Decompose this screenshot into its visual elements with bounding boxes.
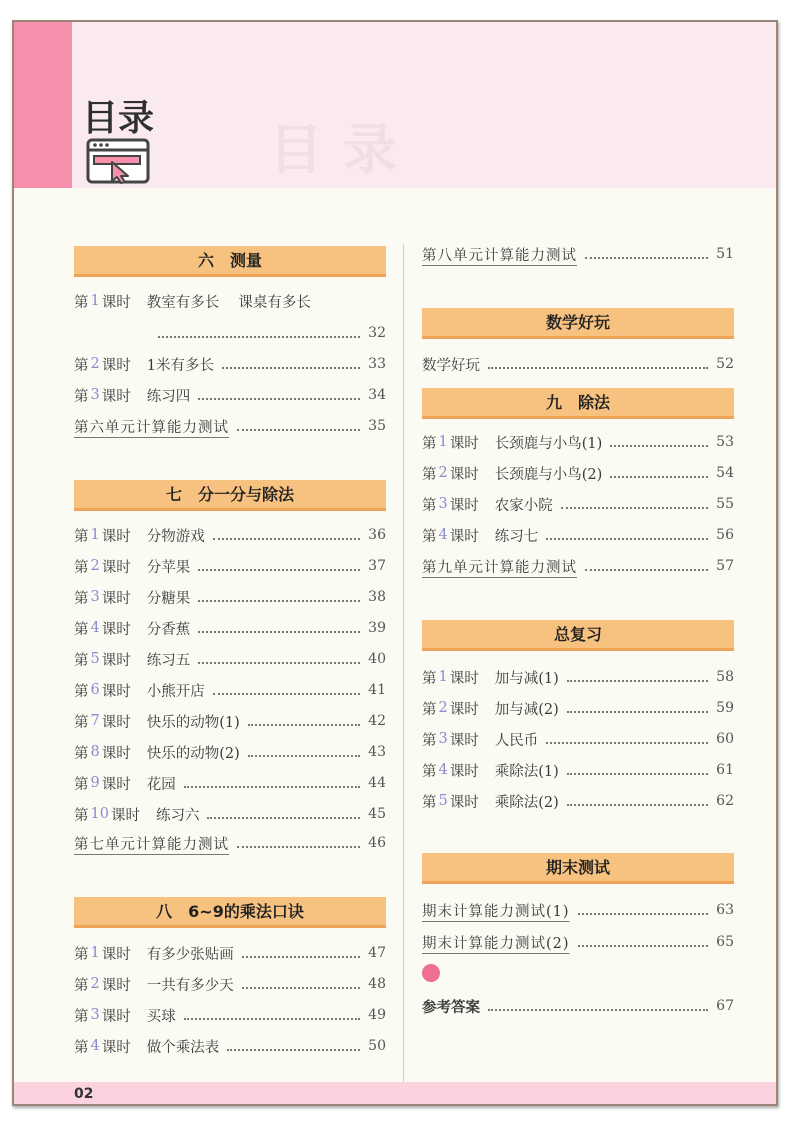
dot-leader [242,987,360,989]
lesson-number: 5 [90,651,100,667]
dot-leader [184,1018,360,1020]
unit-test-row[interactable] [422,931,734,953]
lesson-row[interactable] [74,648,386,670]
lesson-suffix: 课时 [101,776,131,793]
lesson-row[interactable] [74,803,386,825]
page-number: 41 [368,682,386,698]
lesson-row-continuation[interactable] [158,322,386,344]
lesson-prefix: 第 [74,776,89,793]
page-number: 38 [368,589,386,605]
unit-test-label: 第六单元计算能力测试 [74,419,229,436]
dot-leader [585,569,708,571]
lesson-topic: 分苹果 [146,559,191,576]
dot-leader [488,367,708,369]
lesson-prefix: 第 [74,683,89,700]
lesson-number: 6 [90,682,100,698]
dot-leader [184,786,360,788]
lesson-suffix: 课时 [101,1008,131,1025]
section-unit8: 八 6~9的乘法口诀 [74,897,386,928]
lesson-prefix: 第 [422,670,437,687]
lesson-row[interactable] [422,666,734,688]
lesson-topic: 教室有多长 课桌有多长 [146,294,311,311]
lesson-number: 5 [438,793,448,809]
lesson-number: 1 [90,293,100,309]
lesson-suffix: 课时 [101,559,131,576]
lesson-number: 9 [90,775,100,791]
page-number-footer: 02 [74,1086,94,1102]
lesson-topic: 分糖果 [146,590,191,607]
page-title: 目录 [82,98,155,139]
page-number: 45 [368,806,386,822]
lesson-row[interactable] [74,384,386,406]
lesson-suffix: 课时 [101,388,131,405]
lesson-topic: 分物游戏 [146,528,205,545]
lesson-suffix: 课时 [101,294,131,311]
lesson-suffix: 课时 [101,590,131,607]
page-number: 58 [716,669,734,685]
lesson-prefix: 第 [74,621,89,638]
lesson-prefix: 第 [422,466,437,483]
lesson-row[interactable] [74,710,386,732]
header-pink-block [14,22,72,188]
lesson-number: 2 [90,976,100,992]
section-unit6: 六 测量 [74,246,386,277]
lesson-number: 2 [90,558,100,574]
page-number: 53 [716,434,734,450]
browser-cursor-icon [86,138,150,184]
lesson-prefix: 第 [74,1039,89,1056]
toc-page [12,20,778,1106]
lesson-topic: 加与减(1) [494,670,559,687]
dot-leader [198,569,360,571]
lesson-row[interactable] [74,679,386,701]
lesson-number: 1 [90,527,100,543]
page-number: 36 [368,527,386,543]
lesson-suffix: 课时 [101,357,131,374]
header-band [14,22,776,188]
pink-dot-icon [422,964,440,982]
dot-leader [248,724,360,726]
lesson-row[interactable] [74,290,386,312]
dot-leader [198,398,360,400]
lesson-suffix: 课时 [449,763,479,780]
lesson-row[interactable] [74,524,386,546]
dot-leader [198,631,360,633]
lesson-topic: 做个乘法表 [146,1039,220,1056]
page-number: 52 [716,356,734,372]
page-number: 60 [716,731,734,747]
page-number: 34 [368,387,386,403]
dot-leader [237,429,360,431]
lesson-number: 2 [438,700,448,716]
lesson-prefix: 第 [74,559,89,576]
lesson-row[interactable] [422,728,734,750]
lesson-row[interactable] [422,790,734,812]
lesson-topic: 数学好玩 [422,357,480,374]
page-number: 46 [368,835,386,851]
lesson-topic: 买球 [146,1008,176,1025]
lesson-prefix: 第 [422,701,437,718]
lesson-row[interactable] [422,697,734,719]
lesson-prefix: 第 [74,528,89,545]
dot-leader [227,1049,360,1051]
page-number: 39 [368,620,386,636]
dot-leader [567,804,708,806]
page-number: 33 [368,356,386,372]
lesson-topic: 乘除法(2) [494,794,559,811]
lesson-prefix: 第 [74,946,89,963]
lesson-topic: 花园 [146,776,176,793]
unit-test-row[interactable] [422,243,734,265]
lesson-prefix: 第 [422,794,437,811]
answers-label: 参考答案 [422,999,480,1016]
dot-leader [213,538,360,540]
dot-leader [546,742,708,744]
lesson-topic: 小熊开店 [146,683,205,700]
lesson-number: 4 [90,1038,100,1054]
lesson-topic: 农家小院 [494,497,553,514]
lesson-topic: 一共有多少天 [146,977,234,994]
lesson-number: 2 [90,356,100,372]
lesson-number: 2 [438,465,448,481]
lesson-prefix: 第 [422,435,437,452]
lesson-prefix: 第 [74,590,89,607]
lesson-row[interactable] [74,942,386,964]
lesson-number: 1 [438,434,448,450]
column-divider [403,244,404,1089]
lesson-prefix: 第 [422,732,437,749]
page-number: 37 [368,558,386,574]
lesson-prefix: 第 [74,388,89,405]
page-number: 44 [368,775,386,791]
lesson-suffix: 课时 [101,745,131,762]
lesson-suffix: 课时 [449,435,479,452]
lesson-suffix: 课时 [449,732,479,749]
lesson-suffix: 课时 [449,794,479,811]
unit-test-label: 期末计算能力测试(1) [422,903,570,920]
lesson-row[interactable] [422,759,734,781]
lesson-suffix: 课时 [110,807,140,824]
dot-leader [158,336,360,338]
lesson-number: 4 [438,527,448,543]
lesson-number: 3 [90,387,100,403]
lesson-topic: 加与减(2) [494,701,559,718]
lesson-row[interactable] [422,431,734,453]
lesson-suffix: 课时 [449,466,479,483]
lesson-number: 4 [90,620,100,636]
page-number: 42 [368,713,386,729]
lesson-number: 3 [438,496,448,512]
page-number: 61 [716,762,734,778]
unit-test-label: 第八单元计算能力测试 [422,247,577,264]
header-ghost-text: 目录 [269,118,417,181]
page-number: 49 [368,1007,386,1023]
page-number: 67 [716,998,734,1014]
section-final: 期末测试 [422,853,734,884]
lesson-row[interactable] [422,462,734,484]
lesson-row[interactable] [422,353,734,375]
lesson-row[interactable] [74,617,386,639]
page-number: 43 [368,744,386,760]
lesson-number: 8 [90,744,100,760]
page-number: 55 [716,496,734,512]
unit-test-row[interactable] [74,415,386,437]
page-number: 32 [368,325,386,341]
page-number: 40 [368,651,386,667]
lesson-prefix: 第 [74,977,89,994]
lesson-prefix: 第 [422,528,437,545]
lesson-row[interactable] [74,741,386,763]
lesson-suffix: 课时 [449,670,479,687]
unit-test-row[interactable] [422,899,734,921]
section-review: 总复习 [422,620,734,651]
lesson-number: 3 [90,1007,100,1023]
lesson-suffix: 课时 [449,497,479,514]
dot-leader [578,913,708,915]
dot-leader [488,1009,708,1011]
lesson-topic: 练习四 [146,388,191,405]
dot-leader [207,817,360,819]
dot-leader [237,846,360,848]
lesson-number: 1 [90,945,100,961]
lesson-suffix: 课时 [101,1039,131,1056]
lesson-prefix: 第 [74,745,89,762]
dot-leader [578,945,708,947]
lesson-number: 1 [438,669,448,685]
answers-row[interactable] [422,995,734,1017]
section-unit9: 九 除法 [422,388,734,419]
lesson-topic: 人民币 [494,732,539,749]
lesson-topic: 快乐的动物(1) [146,714,240,731]
lesson-row[interactable] [74,353,386,375]
lesson-prefix: 第 [74,357,89,374]
page-number: 50 [368,1038,386,1054]
lesson-topic: 乘除法(1) [494,763,559,780]
lesson-prefix: 第 [74,807,89,824]
page-number: 57 [716,558,734,574]
page-number: 35 [368,418,386,434]
footer-band [14,1082,776,1104]
lesson-topic: 练习七 [494,528,539,545]
lesson-row[interactable] [74,1004,386,1026]
page-number: 54 [716,465,734,481]
page-number: 63 [716,902,734,918]
lesson-topic: 长颈鹿与小鸟(1) [494,435,603,452]
dot-leader [567,680,708,682]
unit-test-row[interactable] [422,555,734,577]
lesson-number: 10 [90,806,109,822]
lesson-row[interactable] [422,493,734,515]
lesson-suffix: 课时 [101,977,131,994]
page-number: 56 [716,527,734,543]
lesson-topic: 练习六 [155,807,200,824]
unit-test-label: 第七单元计算能力测试 [74,836,229,853]
lesson-prefix: 第 [74,652,89,669]
page-number: 59 [716,700,734,716]
lesson-suffix: 课时 [101,683,131,700]
dot-leader [567,711,708,713]
unit-test-label: 期末计算能力测试(2) [422,935,570,952]
dot-leader [198,662,360,664]
page-number: 47 [368,945,386,961]
dot-leader [222,367,360,369]
lesson-prefix: 第 [422,497,437,514]
lesson-row[interactable] [74,1035,386,1057]
lesson-topic: 长颈鹿与小鸟(2) [494,466,603,483]
lesson-suffix: 课时 [449,701,479,718]
lesson-topic: 有多少张贴画 [146,946,234,963]
lesson-number: 3 [90,589,100,605]
unit-test-label: 第九单元计算能力测试 [422,559,577,576]
lesson-suffix: 课时 [101,652,131,669]
lesson-topic: 练习五 [146,652,191,669]
lesson-suffix: 课时 [101,946,131,963]
lesson-suffix: 课时 [449,528,479,545]
page-number: 48 [368,976,386,992]
page-number: 65 [716,934,734,950]
lesson-prefix: 第 [74,1008,89,1025]
lesson-topic: 分香蕉 [146,621,191,638]
lesson-suffix: 课时 [101,714,131,731]
lesson-row[interactable] [74,555,386,577]
lesson-prefix: 第 [422,763,437,780]
dot-leader [546,538,708,540]
section-math-fun: 数学好玩 [422,308,734,339]
lesson-prefix: 第 [74,714,89,731]
lesson-number: 4 [438,762,448,778]
dot-leader [198,600,360,602]
lesson-number: 3 [438,731,448,747]
lesson-row[interactable] [422,524,734,546]
lesson-topic: 1米有多长 [146,357,214,374]
dot-leader [213,693,360,695]
lesson-number: 7 [90,713,100,729]
lesson-topic: 快乐的动物(2) [146,745,240,762]
dot-leader [242,956,360,958]
section-unit7: 七 分一分与除法 [74,480,386,511]
page-number: 62 [716,793,734,809]
lesson-row[interactable] [74,973,386,995]
lesson-suffix: 课时 [101,528,131,545]
dot-leader [610,476,708,478]
lesson-row[interactable] [74,772,386,794]
lesson-prefix: 第 [74,294,89,311]
dot-leader [585,257,708,259]
lesson-row[interactable] [74,586,386,608]
dot-leader [610,445,708,447]
lesson-suffix: 课时 [101,621,131,638]
dot-leader [561,507,708,509]
page-number: 51 [716,246,734,262]
dot-leader [248,755,360,757]
dot-leader [567,773,708,775]
unit-test-row[interactable] [74,832,386,854]
